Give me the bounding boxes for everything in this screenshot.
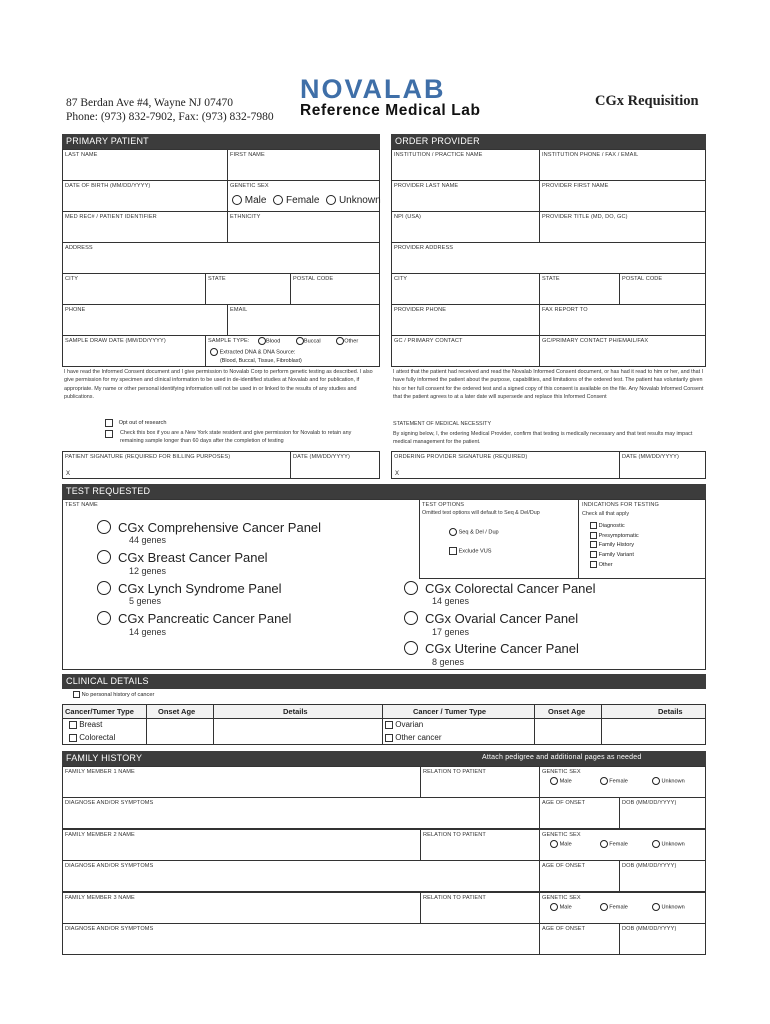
provider-signature-field[interactable]: ORDERING PROVIDER SIGNATURE (REQUIRED) X [391,451,620,479]
family-dob-field[interactable]: DOB (MM/DD/YYYY) [619,860,706,892]
sample-buccal-radio[interactable] [296,337,304,345]
patient-last-name-field[interactable]: LAST NAME [62,149,228,181]
patient-state-field[interactable]: STATE [205,273,291,305]
provider-address-field[interactable]: PROVIDER ADDRESS [391,242,706,274]
test-genes: 17 genes [432,627,470,637]
family-female-radio[interactable] [600,903,608,911]
patient-city-field[interactable]: CITY [62,273,206,305]
test-options-label: TEST OPTIONS [422,502,465,508]
diagnose-symptoms-field[interactable]: DIAGNOSE AND/OR SYMPTOMS [62,860,540,892]
family-history-header: FAMILY HISTORY Attach pedigree and additional pages as needed [62,751,706,766]
exclude-vus-checkbox[interactable] [449,547,457,555]
clinical-table: Cancer/Tumer Type Onset Age Details Cancer / Tumer Type Onset Age Details Breast Colorectal Ovarian Other cancer [62,704,706,745]
consent-text: I have read the Informed Consent document and I give permission to Novalab Corp to perform genetic testing as described. I also give permission for my specimen and clinical information to be used in de-identified studies at Novalab and for publication, if appropriate. My name or other personal identifying information will not be used in or linked to the results of any studies and publications. [64,369,373,400]
extracted-dna-radio[interactable] [210,348,218,356]
test-requested-header: TEST REQUESTED [62,484,706,499]
novalab-logo [300,74,520,120]
order-provider-header: ORDER PROVIDER [391,134,706,149]
other-cancer-checkbox[interactable] [385,734,393,742]
npi-field[interactable]: NPI (USA) [391,211,540,243]
test-colorectal[interactable]: CGx Colorectal Cancer Panel [404,581,596,596]
indications-list: Diagnostic Presymptomatic Family History Family Variant Other [590,522,639,571]
patient-phone-field[interactable]: PHONE [62,304,228,336]
patient-postal-field[interactable]: POSTAL CODE [290,273,380,305]
no-history-label: No personal history of cancer [81,691,155,698]
col-details-2: Details [658,707,683,716]
provider-title-field[interactable]: PROVIDER TITLE (MD, DO, GC) [539,211,706,243]
institution-phone-field[interactable]: INSTITUTION PHONE / FAX / EMAIL [539,149,706,181]
family-female-radio[interactable] [600,777,608,785]
family-male-radio[interactable] [550,777,558,785]
indications-note: Check all that apply [582,511,630,517]
test-genes: 14 genes [129,627,167,637]
col-onset-age-2: Onset Age [548,707,586,716]
family-dob-field[interactable]: DOB (MM/DD/YYYY) [619,923,706,955]
gc-contact-info-field[interactable]: GC/PRIMARY CONTACT PH/EMAIL/FAX [539,335,706,367]
provider-phone-field[interactable]: PROVIDER PHONE [391,304,540,336]
opt-out-checkbox[interactable] [105,419,113,427]
relation-field[interactable]: RELATION TO PATIENT [420,829,540,861]
patient-dob-field[interactable]: DATE OF BIRTH (MM/DD/YYYY) [62,180,228,212]
lab-address: 87 Berdan Ave #4, Wayne NJ 07470 [66,97,233,109]
patient-signature-field[interactable]: PATIENT SIGNATURE (REQUIRED FOR BILLING PURPOSES) X [62,451,291,479]
family-unknown-radio[interactable] [652,777,660,785]
family-female-radio[interactable] [600,840,608,848]
relation-field[interactable]: RELATION TO PATIENT [420,892,540,924]
family-member-name-field[interactable]: FAMILY MEMBER 2 NAME [62,829,421,861]
provider-state-field[interactable]: STATE [539,273,620,305]
sex-male-radio[interactable] [232,195,242,205]
test-uterine[interactable]: CGx Uterine Cancer Panel [404,641,579,656]
patient-first-name-field[interactable]: FIRST NAME [227,149,380,181]
sample-blood-radio[interactable] [258,337,266,345]
test-genes: 14 genes [432,596,470,606]
test-ovarial[interactable]: CGx Ovarial Cancer Panel [404,611,578,626]
diagnose-symptoms-field[interactable]: DIAGNOSE AND/OR SYMPTOMS [62,797,540,829]
fax-report-field[interactable]: FAX REPORT TO [539,304,706,336]
no-history-checkbox[interactable] [73,691,80,698]
col-cancer-type-2: Cancer / Tumer Type [413,707,487,716]
indication-presymptomatic-checkbox[interactable] [590,532,597,539]
provider-city-field[interactable]: CITY [391,273,540,305]
family-member-name-field[interactable]: FAMILY MEMBER 1 NAME [62,766,421,798]
primary-patient-header: PRIMARY PATIENT [62,134,380,149]
ny-resident-checkbox[interactable] [105,430,113,438]
logo-subtitle: Reference Medical Lab [300,102,481,119]
test-genes: 8 genes [432,657,465,667]
family-sex-field: GENETIC SEX Male Female Unknown [539,766,706,798]
provider-first-name-field[interactable]: PROVIDER FIRST NAME [539,180,706,212]
indication-other-checkbox[interactable] [590,561,597,568]
genetic-sex-field: GENETIC SEX Male Female Unknown [227,180,380,212]
test-radio-icon[interactable] [97,520,111,534]
family-history-note: Attach pedigree and additional pages as needed [482,754,642,761]
test-name-label: TEST NAME [65,502,98,508]
age-of-onset-field[interactable]: AGE OF ONSET [539,797,620,829]
sample-draw-date-field[interactable]: SAMPLE DRAW DATE (MM/DD/YYYY) [62,335,206,367]
sex-female-radio[interactable] [273,195,283,205]
ethnicity-field[interactable]: ETHNICITY [227,211,380,243]
test-radio-icon[interactable] [404,581,418,595]
medical-necessity-text: By signing below, I, the ordering Medical Provider, confirm that testing is medically necessary and that test results may impact medical management for the patient. [393,431,693,446]
patient-signature-date-field[interactable]: DATE (MM/DD/YYYY) [290,451,380,479]
clinical-details-header: CLINICAL DETAILS [62,674,706,689]
indication-family-history-checkbox[interactable] [590,541,597,548]
indication-family-variant-checkbox[interactable] [590,551,597,558]
family-unknown-radio[interactable] [652,903,660,911]
test-radio-icon[interactable] [97,611,111,625]
sample-type-field: SAMPLE TYPE: Blood Buccal Other Extracted DNA & DNA Source: (Blood, Buccal, Tissue, Fibroblast) [205,335,380,367]
family-male-radio[interactable] [550,903,558,911]
patient-email-field[interactable]: EMAIL [227,304,380,336]
col-details: Details [283,707,308,716]
provider-last-name-field[interactable]: PROVIDER LAST NAME [391,180,540,212]
institution-field[interactable]: INSTITUTION / PRACTICE NAME [391,149,540,181]
test-genes: 5 genes [129,596,162,606]
family-male-radio[interactable] [550,840,558,848]
test-pancreatic[interactable]: CGx Pancreatic Cancer Panel [97,611,291,626]
medical-necessity-title: STATEMENT OF MEDICAL NECESSITY [393,421,492,427]
relation-field[interactable]: RELATION TO PATIENT [420,766,540,798]
mrn-field[interactable]: MED REC# / PATIENT IDENTIFIER [62,211,228,243]
age-of-onset-field[interactable]: AGE OF ONSET [539,923,620,955]
logo-name: NOVALAB [300,74,446,104]
ovarian-checkbox[interactable] [385,721,393,729]
test-comprehensive[interactable]: CGx Comprehensive Cancer Panel [97,520,321,535]
test-genes: 12 genes [129,566,167,576]
test-genes: 44 genes [129,535,167,545]
indication-diagnostic-checkbox[interactable] [590,522,597,529]
test-breast[interactable]: CGx Breast Cancer Panel [97,550,268,565]
test-radio-icon[interactable] [97,581,111,595]
family-member-name-field[interactable]: FAMILY MEMBER 3 NAME [62,892,421,924]
form-title: CGx Requisition [595,93,699,109]
sex-unknown-radio[interactable] [326,195,336,205]
family-unknown-radio[interactable] [652,840,660,848]
lab-phone: Phone: (973) 832-7902, Fax: (973) 832-7980 [66,111,274,123]
age-of-onset-field[interactable]: AGE OF ONSET [539,860,620,892]
test-options-note: Omitted test options will default to Seq & Del/Dup [422,510,540,516]
patient-address-field[interactable]: ADDRESS [62,242,380,274]
test-radio-icon[interactable] [404,641,418,655]
gc-contact-field[interactable]: GC / PRIMARY CONTACT [391,335,540,367]
attestation-text: I attest that the patient had received and read the Novalab Informed Consent document, or has had it read to him or her, and that I have fully informed the patient about the purpose, capabilities, and limitations of the ordered test. The patient has voluntarily given his or her full consent for the ordered test and a signed copy of this consent is available on the file. Any Novalab Informed Consent that the patient agrees to at a later date will supersede and replace this Informed Consent [393,369,704,400]
family-sex-field: GENETIC SEX Male Female Unknown [539,892,706,924]
seq-del-dup-radio[interactable] [449,528,457,536]
family-sex-field: GENETIC SEX Male Female Unknown [539,829,706,861]
ny-resident-text: Check this box if you are a New York state resident and give permission for Novalab to retain any remaining sample longer than 60 days after the completion of testing [120,430,352,445]
col-cancer-type: Cancer/Tumer Type [65,707,134,716]
col-onset-age: Onset Age [158,707,196,716]
test-radio-icon[interactable] [404,611,418,625]
test-radio-icon[interactable] [97,550,111,564]
family-dob-field[interactable]: DOB (MM/DD/YYYY) [619,797,706,829]
indications-label: INDICATIONS FOR TESTING [582,502,659,508]
provider-signature-date-field[interactable]: DATE (MM/DD/YYYY) [619,451,706,479]
test-lynch[interactable]: CGx Lynch Syndrome Panel [97,581,282,596]
colorectal-checkbox[interactable] [69,734,77,742]
diagnose-symptoms-field[interactable]: DIAGNOSE AND/OR SYMPTOMS [62,923,540,955]
provider-postal-field[interactable]: POSTAL CODE [619,273,706,305]
breast-checkbox[interactable] [69,721,77,729]
